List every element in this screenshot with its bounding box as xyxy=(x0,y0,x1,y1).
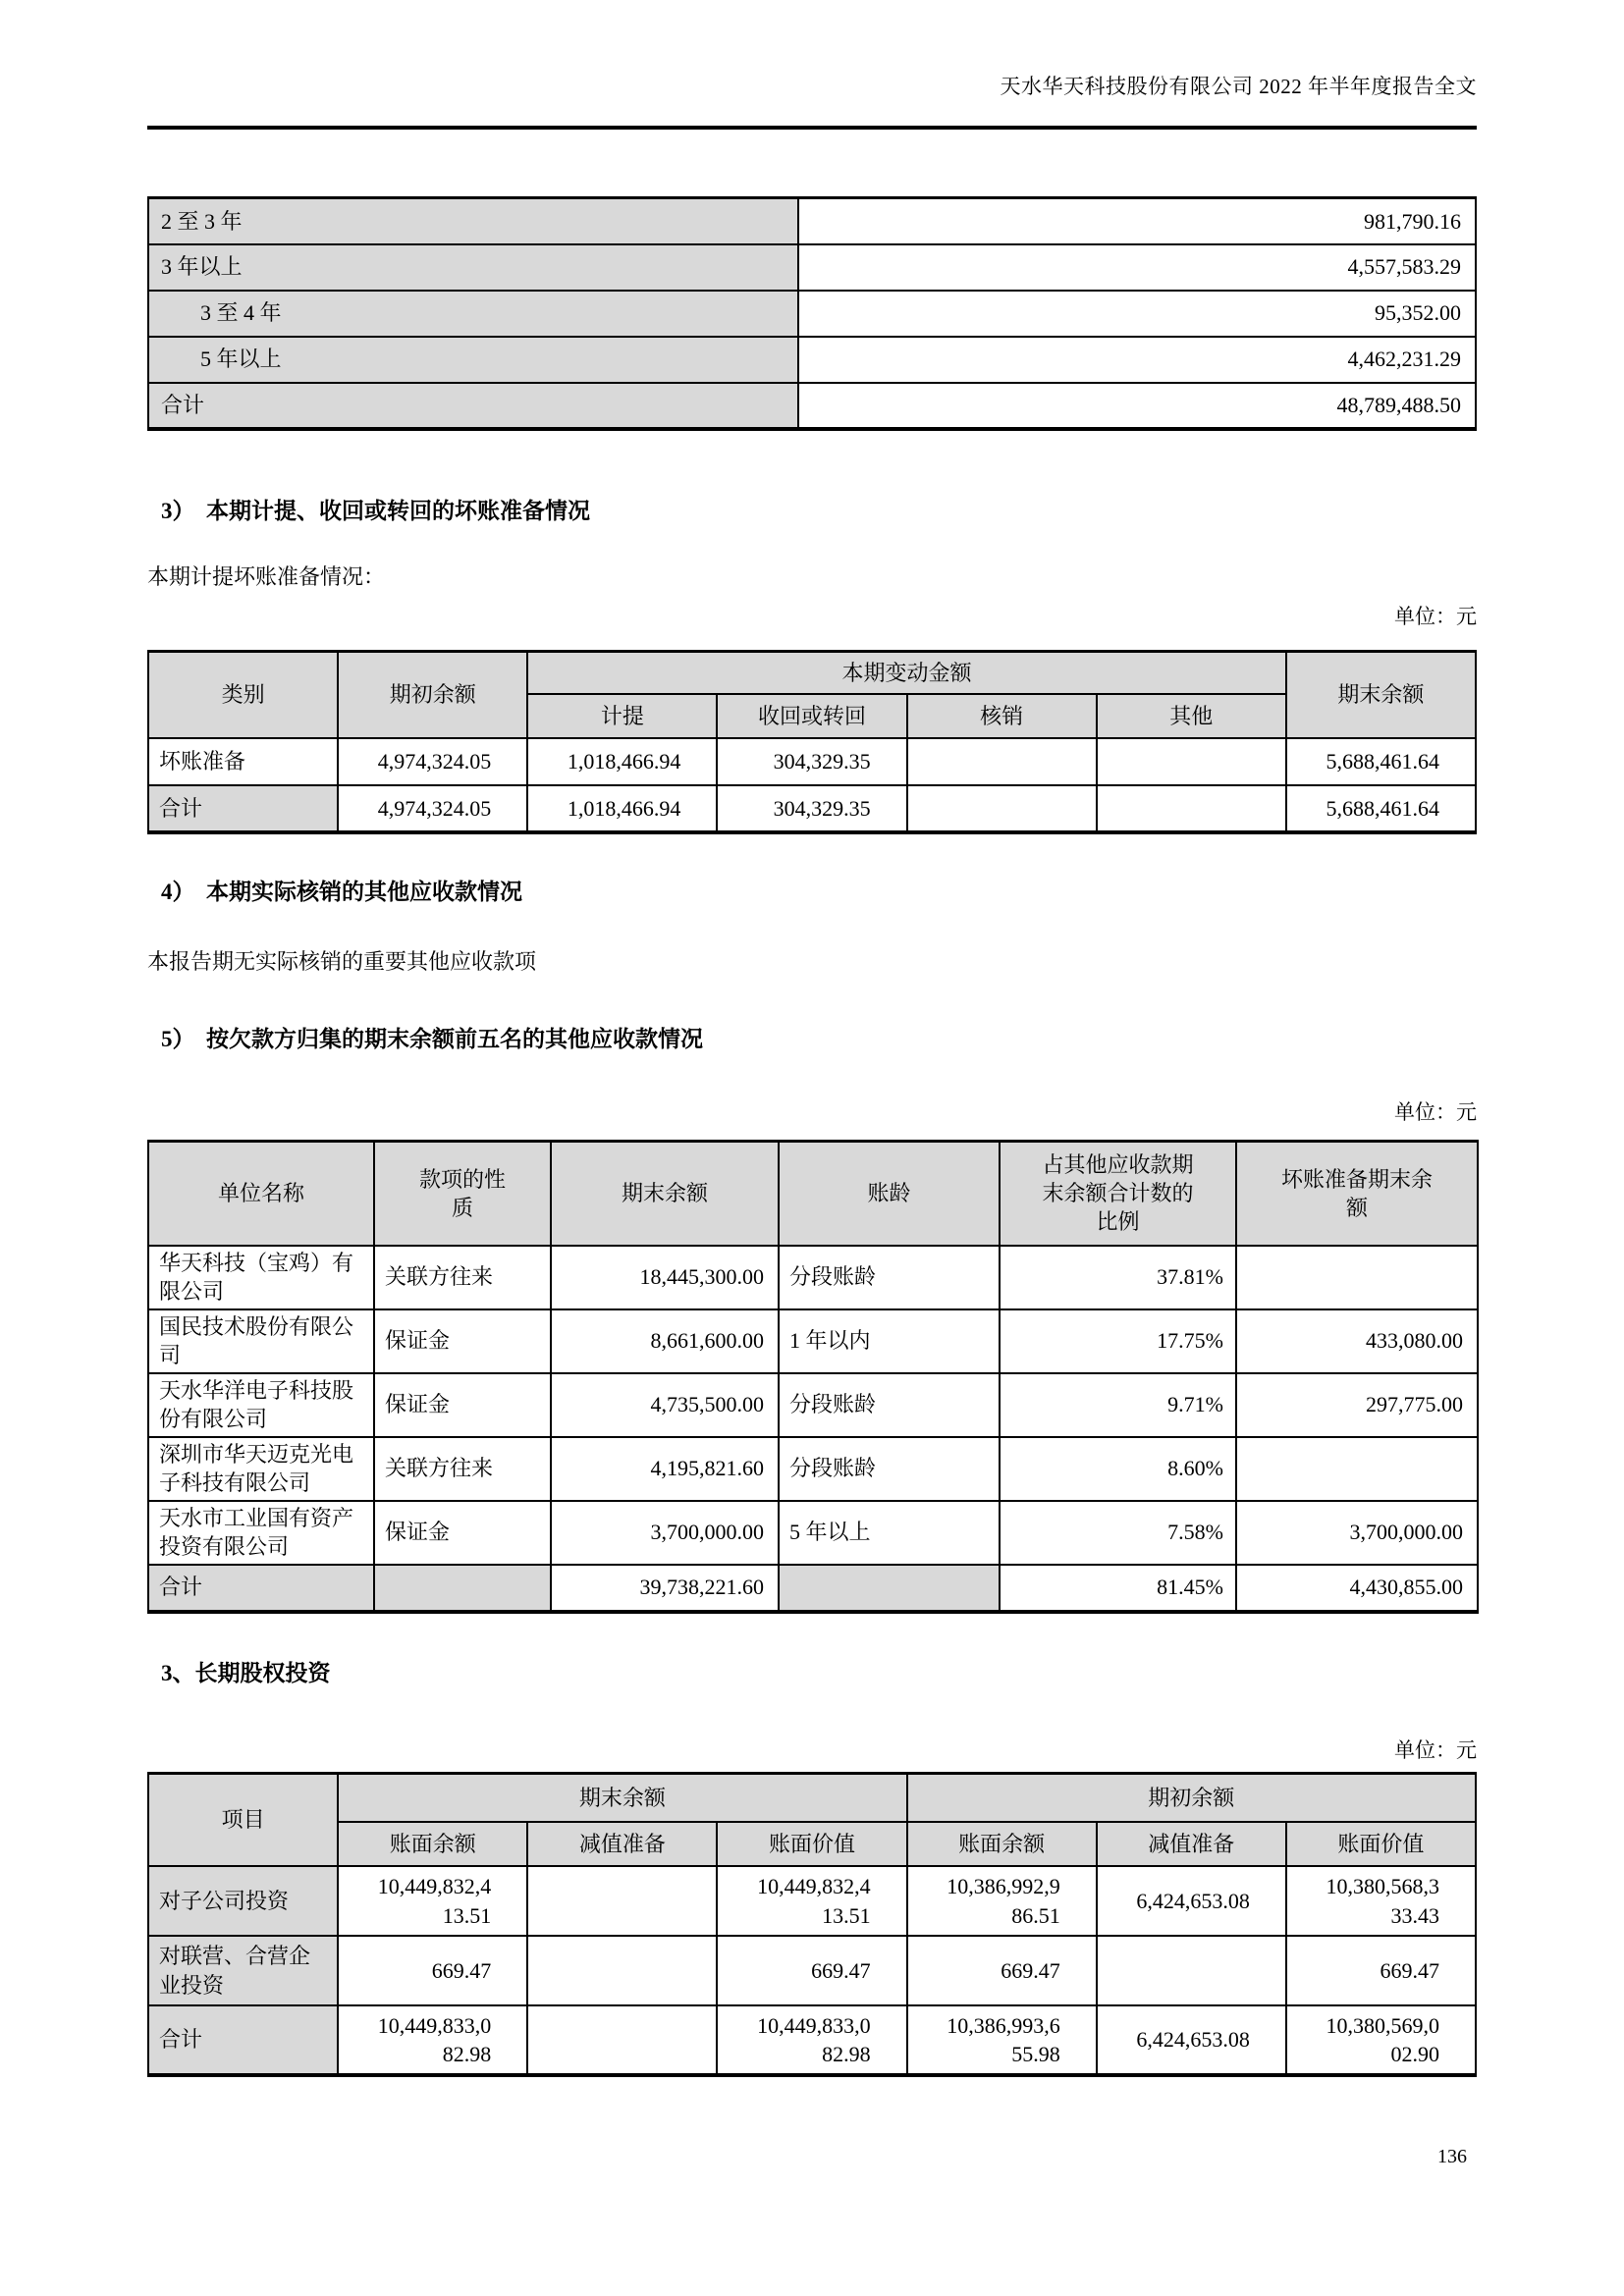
bad-debt-cell xyxy=(1236,1246,1478,1309)
bad-debt-cell: 297,775.00 xyxy=(1236,1373,1478,1437)
amount-cell: 4,974,324.05 xyxy=(338,785,527,832)
bad-debt-cell: 3,700,000.00 xyxy=(1236,1501,1478,1565)
section-body-writeoff: 本报告期无实际核销的重要其他应收款项 xyxy=(147,949,537,974)
col-header-impairment: 减值准备 xyxy=(1097,1822,1286,1866)
aging-cell: 分段账龄 xyxy=(779,1246,1000,1309)
col-header-opening: 期初余额 xyxy=(338,651,527,738)
total-ratio-cell: 81.45% xyxy=(1000,1565,1236,1612)
amount-cell xyxy=(907,785,1097,832)
table-row xyxy=(148,1501,1478,1565)
top5-receivables-table xyxy=(147,1140,1479,1614)
nature-cell xyxy=(374,1565,551,1612)
page-number: 136 xyxy=(1437,2146,1467,2167)
ratio-cell: 8.60% xyxy=(1000,1437,1236,1501)
amount-cell: 1,018,466.94 xyxy=(527,785,717,832)
table-row xyxy=(148,1309,1478,1373)
col-header-category: 类别 xyxy=(148,651,338,738)
amount-cell: 3,700,000.00 xyxy=(551,1501,779,1565)
amount-cell: 6,424,653.08 xyxy=(1097,1866,1286,1936)
row-label-cell: 对子公司投资 xyxy=(148,1866,338,1936)
col-header-ratio: 占其他应收款期末余额合计数的比例 xyxy=(1000,1142,1236,1246)
total-row-label-cell: 合计 xyxy=(148,1565,374,1612)
section-heading-provision: 3） 本期计提、收回或转回的坏账准备情况 xyxy=(161,498,590,523)
col-header-book-balance: 账面余额 xyxy=(907,1822,1097,1866)
col-header-accrual: 计提 xyxy=(527,694,717,738)
row-label-cell: 2 至 3 年 xyxy=(148,198,798,244)
amount-cell: 1,018,466.94 xyxy=(527,738,717,785)
amount-cell xyxy=(1097,785,1286,832)
col-header-aging: 账龄 xyxy=(779,1142,1000,1246)
report-title: 天水华天科技股份有限公司 2022 年半年度报告全文 xyxy=(1000,75,1477,98)
bad-debt-provision-table xyxy=(147,650,1477,835)
amount-cell: 95,352.00 xyxy=(798,291,1476,337)
table-subheader-row xyxy=(148,1822,1476,1866)
table-row xyxy=(148,1246,1478,1309)
company-name-cell: 国民技术股份有限公司 xyxy=(148,1309,374,1373)
row-label-cell: 5 年以上 xyxy=(148,337,798,383)
amount-cell: 981,790.16 xyxy=(798,198,1476,244)
amount-cell: 304,329.35 xyxy=(717,738,906,785)
amount-cell: 669.47 xyxy=(1286,1936,1476,2005)
nature-cell: 保证金 xyxy=(374,1309,551,1373)
section-heading-lti: 3、长期股权投资 xyxy=(161,1660,331,1685)
amount-cell xyxy=(527,1866,717,1936)
col-header-name: 单位名称 xyxy=(148,1142,374,1246)
col-header-change-group: 本期变动金额 xyxy=(527,651,1286,694)
table-row xyxy=(148,244,1476,291)
ratio-cell: 17.75% xyxy=(1000,1309,1236,1373)
amount-cell: 304,329.35 xyxy=(717,785,906,832)
aging-cell: 5 年以上 xyxy=(779,1501,1000,1565)
col-header-writeoff: 核销 xyxy=(907,694,1097,738)
total-bad-debt-cell: 4,430,855.00 xyxy=(1236,1565,1478,1612)
bad-debt-cell: 433,080.00 xyxy=(1236,1309,1478,1373)
row-label-cell: 坏账准备 xyxy=(148,738,338,785)
amount-cell: 10,380,568,333.43 xyxy=(1286,1866,1476,1936)
unit-label: 单位：元 xyxy=(1394,1737,1477,1762)
total-amount-cell: 39,738,221.60 xyxy=(551,1565,779,1612)
ratio-cell: 7.58% xyxy=(1000,1501,1236,1565)
amount-cell xyxy=(527,2005,717,2075)
col-header-closing-group: 期末余额 xyxy=(338,1773,906,1822)
amount-cell: 10,386,992,986.51 xyxy=(907,1866,1097,1936)
nature-cell: 关联方往来 xyxy=(374,1437,551,1501)
amount-cell: 4,974,324.05 xyxy=(338,738,527,785)
unit-label: 单位：元 xyxy=(1394,604,1477,628)
amount-cell xyxy=(1097,1936,1286,2005)
amount-cell: 669.47 xyxy=(907,1936,1097,2005)
company-name-cell: 天水华洋电子科技股份有限公司 xyxy=(148,1373,374,1437)
total-row-label-cell: 合计 xyxy=(148,785,338,832)
col-header-bad-debt: 坏账准备期末余额 xyxy=(1236,1142,1478,1246)
long-term-equity-table xyxy=(147,1772,1477,2078)
row-label-cell: 对联营、合营企业投资 xyxy=(148,1936,338,2005)
table-row xyxy=(148,1437,1478,1501)
col-header-impairment: 减值准备 xyxy=(527,1822,717,1866)
table-row xyxy=(148,198,1476,244)
amount-cell: 5,688,461.64 xyxy=(1286,738,1476,785)
table-row xyxy=(148,1866,1476,1936)
bad-debt-cell xyxy=(1236,1437,1478,1501)
table-row xyxy=(148,383,1476,429)
col-header-book-value: 账面价值 xyxy=(717,1822,906,1866)
table-row xyxy=(148,1936,1476,2005)
table-header-row xyxy=(148,651,1476,694)
row-label-cell: 3 年以上 xyxy=(148,244,798,291)
table-row xyxy=(148,738,1476,785)
amount-cell: 10,449,832,413.51 xyxy=(717,1866,906,1936)
company-name-cell: 华天科技（宝鸡）有限公司 xyxy=(148,1246,374,1309)
amount-cell: 669.47 xyxy=(717,1936,906,2005)
amount-cell xyxy=(527,1936,717,2005)
amount-cell: 4,557,583.29 xyxy=(798,244,1476,291)
nature-cell: 保证金 xyxy=(374,1501,551,1565)
amount-cell: 10,449,833,082.98 xyxy=(338,2005,527,2075)
col-header-closing: 期末余额 xyxy=(1286,651,1476,738)
col-header-closing: 期末余额 xyxy=(551,1142,779,1246)
amount-cell: 18,445,300.00 xyxy=(551,1246,779,1309)
col-header-item: 项目 xyxy=(148,1773,338,1866)
aging-cell: 分段账龄 xyxy=(779,1373,1000,1437)
aging-table xyxy=(147,196,1477,431)
section-body-provision: 本期计提坏账准备情况： xyxy=(147,563,386,589)
table-total-row xyxy=(148,785,1476,832)
table-row xyxy=(148,1373,1478,1437)
amount-cell xyxy=(907,738,1097,785)
amount-cell: 669.47 xyxy=(338,1936,527,2005)
table-header-row xyxy=(148,1773,1476,1822)
amount-cell: 4,462,231.29 xyxy=(798,337,1476,383)
col-header-book-balance: 账面余额 xyxy=(338,1822,527,1866)
amount-cell: 8,661,600.00 xyxy=(551,1309,779,1373)
amount-cell: 4,195,821.60 xyxy=(551,1437,779,1501)
section-heading-top5: 5） 按欠款方归集的期末余额前五名的其他应收款情况 xyxy=(161,1027,703,1051)
col-header-recover: 收回或转回 xyxy=(717,694,906,738)
amount-cell: 10,386,993,655.98 xyxy=(907,2005,1097,2075)
total-row-label-cell: 合计 xyxy=(148,383,798,429)
amount-cell xyxy=(1097,738,1286,785)
amount-cell: 5,688,461.64 xyxy=(1286,785,1476,832)
amount-cell: 10,449,832,413.51 xyxy=(338,1866,527,1936)
total-amount-cell: 48,789,488.50 xyxy=(798,383,1476,429)
amount-cell: 10,380,569,002.90 xyxy=(1286,2005,1476,2075)
header-rule xyxy=(147,126,1477,130)
table-header-row xyxy=(148,1142,1478,1246)
col-header-book-value: 账面价值 xyxy=(1286,1822,1476,1866)
aging-cell: 分段账龄 xyxy=(779,1437,1000,1501)
nature-cell: 保证金 xyxy=(374,1373,551,1437)
nature-cell: 关联方往来 xyxy=(374,1246,551,1309)
ratio-cell: 9.71% xyxy=(1000,1373,1236,1437)
total-row-label-cell: 合计 xyxy=(148,2005,338,2075)
table-total-row xyxy=(148,2005,1476,2075)
company-name-cell: 深圳市华天迈克光电子科技有限公司 xyxy=(148,1437,374,1501)
company-name-cell: 天水市工业国有资产投资有限公司 xyxy=(148,1501,374,1565)
amount-cell: 6,424,653.08 xyxy=(1097,2005,1286,2075)
unit-label: 单位：元 xyxy=(1394,1100,1477,1124)
aging-cell xyxy=(779,1565,1000,1612)
aging-cell: 1 年以内 xyxy=(779,1309,1000,1373)
col-header-nature: 款项的性质 xyxy=(374,1142,551,1246)
table-total-row xyxy=(148,1565,1478,1612)
row-label-cell: 3 至 4 年 xyxy=(148,291,798,337)
col-header-other: 其他 xyxy=(1097,694,1286,738)
ratio-cell: 37.81% xyxy=(1000,1246,1236,1309)
table-row xyxy=(148,291,1476,337)
amount-cell: 10,449,833,082.98 xyxy=(717,2005,906,2075)
col-header-opening-group: 期初余额 xyxy=(907,1773,1476,1822)
table-row xyxy=(148,337,1476,383)
amount-cell: 4,735,500.00 xyxy=(551,1373,779,1437)
section-heading-writeoff: 4） 本期实际核销的其他应收款情况 xyxy=(161,880,522,904)
